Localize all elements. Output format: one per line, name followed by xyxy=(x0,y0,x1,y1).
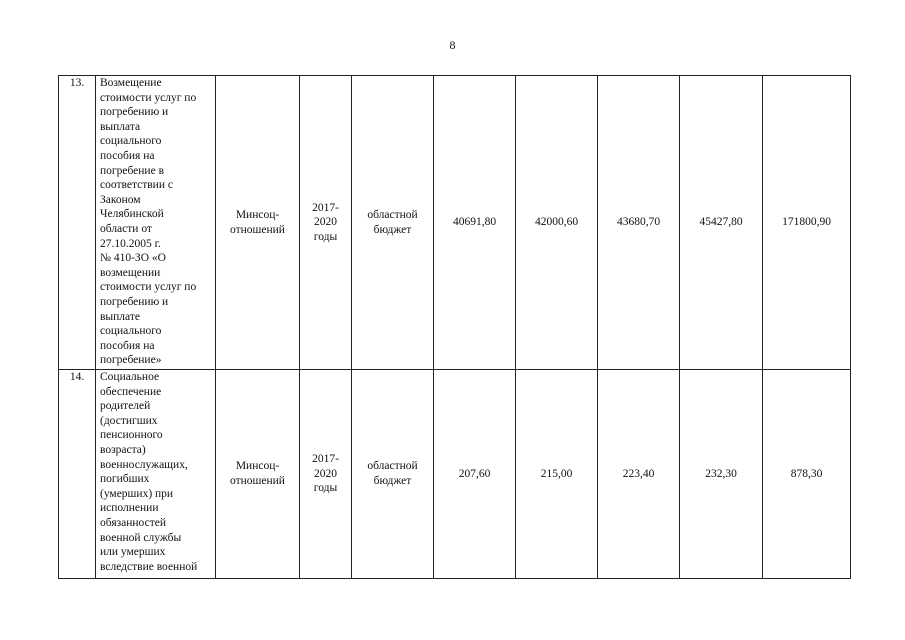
funding-source-cell: областной бюджет xyxy=(352,370,434,579)
value-cell-2018: 42000,60 xyxy=(516,76,598,370)
value-cell-2019: 43680,70 xyxy=(598,76,680,370)
executor-cell: Минсоц- отношений xyxy=(216,76,300,370)
value-cell-2020: 232,30 xyxy=(680,370,763,579)
table-row xyxy=(59,76,851,370)
executor-cell: Минсоц- отношений xyxy=(216,370,300,579)
period-cell: 2017- 2020 годы xyxy=(300,76,352,370)
row-number-cell: 14. xyxy=(59,370,96,579)
row-number-cell: 13. xyxy=(59,76,96,370)
period-cell: 2017- 2020 годы xyxy=(300,370,352,579)
measure-name-cell: Возмещение стоимости услуг по погребению и выплата социального пособия на погребение в соответствии с Законом Челябинской области от 27.10.2005 г. № 410-ЗО «О возмещении стоимости услуг по погребению и выплате социального пособия на погребение» xyxy=(96,76,216,370)
value-cell-2017: 207,60 xyxy=(434,370,516,579)
value-cell-2017: 40691,80 xyxy=(434,76,516,370)
table-row xyxy=(59,370,851,579)
page-number: 8 xyxy=(449,38,456,52)
program-table xyxy=(58,75,851,579)
value-cell-2020: 45427,80 xyxy=(680,76,763,370)
funding-source-cell: областной бюджет xyxy=(352,76,434,370)
value-cell-total: 171800,90 xyxy=(763,76,851,370)
value-cell-2018: 215,00 xyxy=(516,370,598,579)
value-cell-2019: 223,40 xyxy=(598,370,680,579)
measure-name-cell: Социальное обеспечение родителей (достигших пенсионного возраста) военнослужащих, погибших (умерших) при исполнении обязанностей военной службы или умерших вследствие военной xyxy=(96,370,216,579)
value-cell-total: 878,30 xyxy=(763,370,851,579)
